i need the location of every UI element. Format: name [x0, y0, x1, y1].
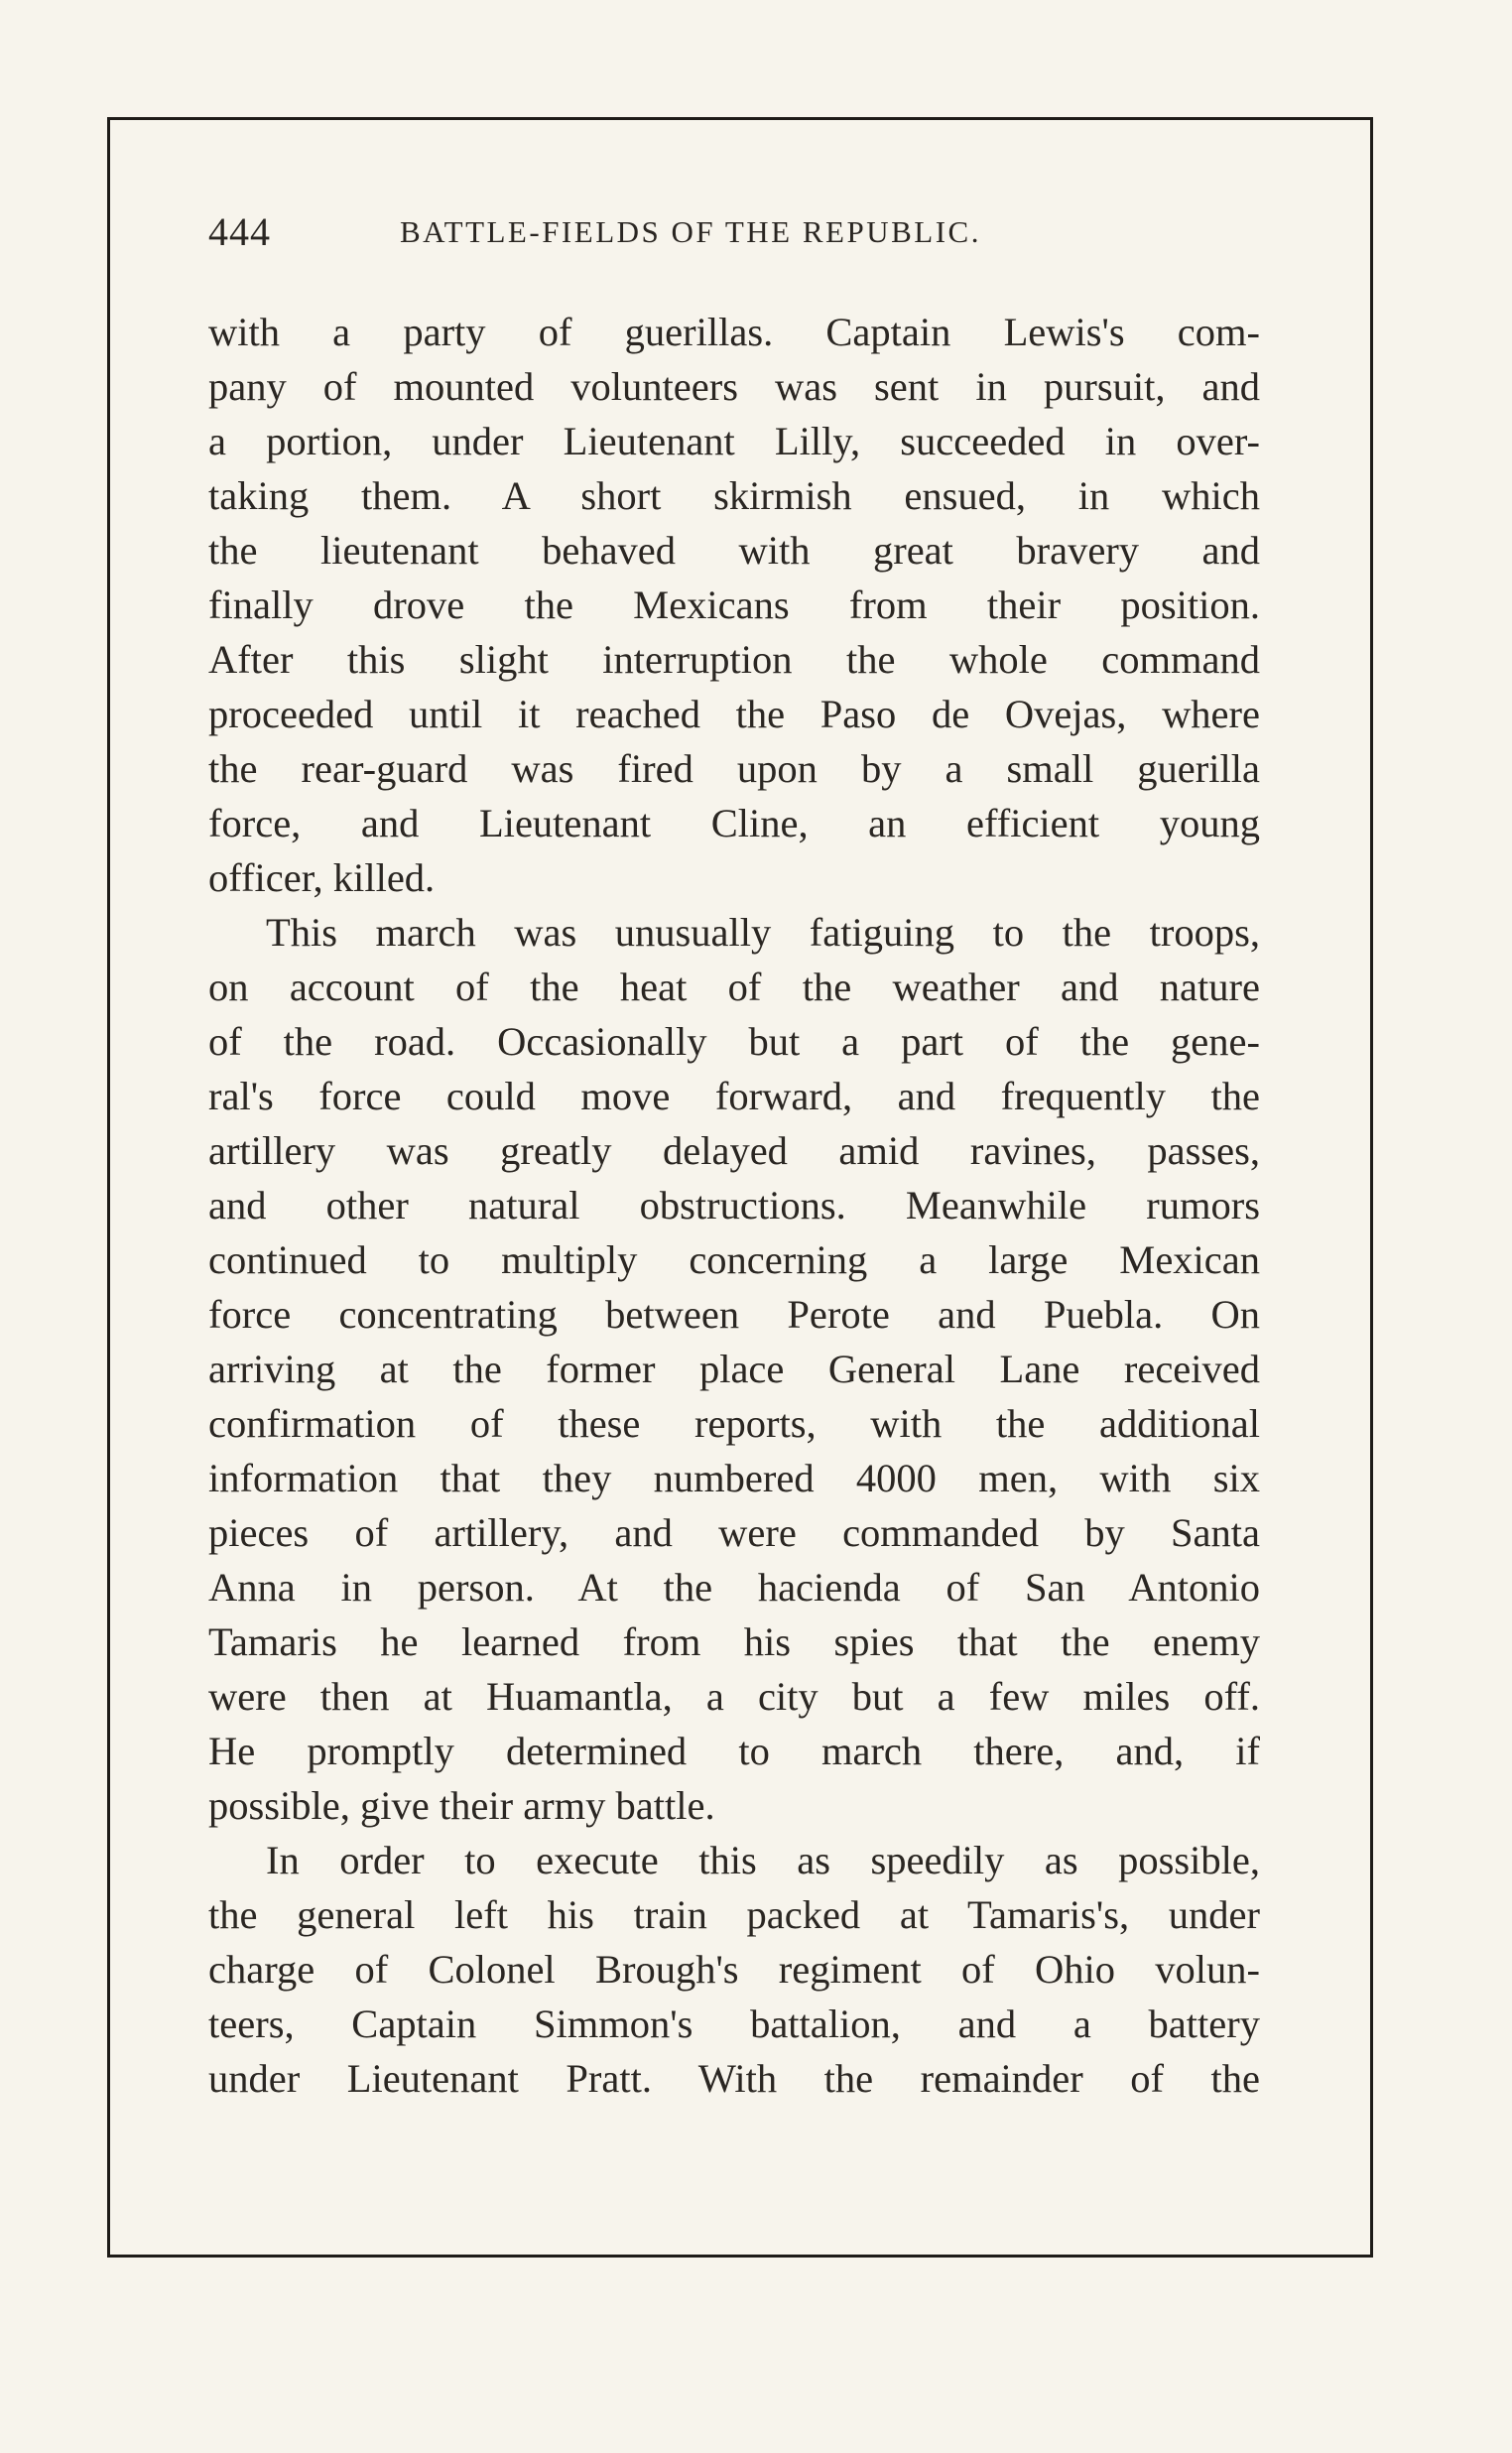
running-head — [208, 208, 1260, 268]
text-line: taking them. A short skirmish ensued, in which — [208, 473, 1260, 518]
text-line: the general left his train packed at Tamaris's, under — [208, 1892, 1260, 1937]
text-line: information that they numbered 4000 men, with six — [208, 1456, 1260, 1500]
text-line: continued to multiply concerning a large Mexican — [208, 1237, 1260, 1282]
text-line: arriving at the former place General Lane received — [208, 1347, 1260, 1391]
text-line: officer, killed. — [208, 855, 436, 900]
text-line: possible, give their army battle. — [208, 1783, 715, 1828]
body-text — [208, 305, 1260, 2106]
running-title: BATTLE-FIELDS OF THE REPUBLIC. — [400, 214, 981, 249]
text-line: pieces of artillery, and were commanded by Santa — [208, 1510, 1260, 1555]
text-line: force, and Lieutenant Cline, an efficient young — [208, 801, 1260, 845]
text-line: confirmation of these reports, with the additional — [208, 1401, 1260, 1446]
text-line: Tamaris he learned from his spies that the enemy — [208, 1619, 1260, 1664]
page-number: 444 — [208, 209, 271, 254]
text-line: the lieutenant behaved with great bravery and — [208, 528, 1260, 573]
text-line: on account of the heat of the weather and nature — [208, 965, 1260, 1009]
text-line: force concentrating between Perote and Puebla. On — [208, 1292, 1260, 1337]
text-line: In order to execute this as speedily as possible, — [266, 1838, 1260, 1882]
text-line: ral's force could move forward, and frequently the — [208, 1074, 1260, 1118]
text-line: teers, Captain Simmon's battalion, and a battery — [208, 2001, 1260, 2046]
text-line: charge of Colonel Brough's regiment of Ohio volun- — [208, 1947, 1260, 1992]
text-line: This march was unusually fatiguing to the troops, — [266, 910, 1260, 955]
text-line: finally drove the Mexicans from their position. — [208, 582, 1260, 627]
text-line: a portion, under Lieutenant Lilly, succeeded in over- — [208, 419, 1260, 463]
text-line: under Lieutenant Pratt. With the remainder of the — [208, 2056, 1260, 2101]
text-line: and other natural obstructions. Meanwhile rumors — [208, 1183, 1260, 1227]
text-line: with a party of guerillas. Captain Lewis's com- — [208, 310, 1260, 354]
text-line: proceeded until it reached the Paso de Ovejas, where — [208, 692, 1260, 736]
text-line: were then at Huamantla, a city but a few miles off. — [208, 1674, 1260, 1719]
text-line: After this slight interruption the whole command — [208, 637, 1260, 682]
text-line: artillery was greatly delayed amid ravines, passes, — [208, 1128, 1260, 1173]
text-line: Anna in person. At the hacienda of San Antonio — [208, 1565, 1260, 1610]
text-line: the rear-guard was fired upon by a small guerilla — [208, 746, 1260, 791]
text-line: pany of mounted volunteers was sent in pursuit, and — [208, 364, 1260, 409]
text-line: He promptly determined to march there, and, if — [208, 1729, 1260, 1773]
text-line: of the road. Occasionally but a part of the gene- — [208, 1019, 1260, 1064]
